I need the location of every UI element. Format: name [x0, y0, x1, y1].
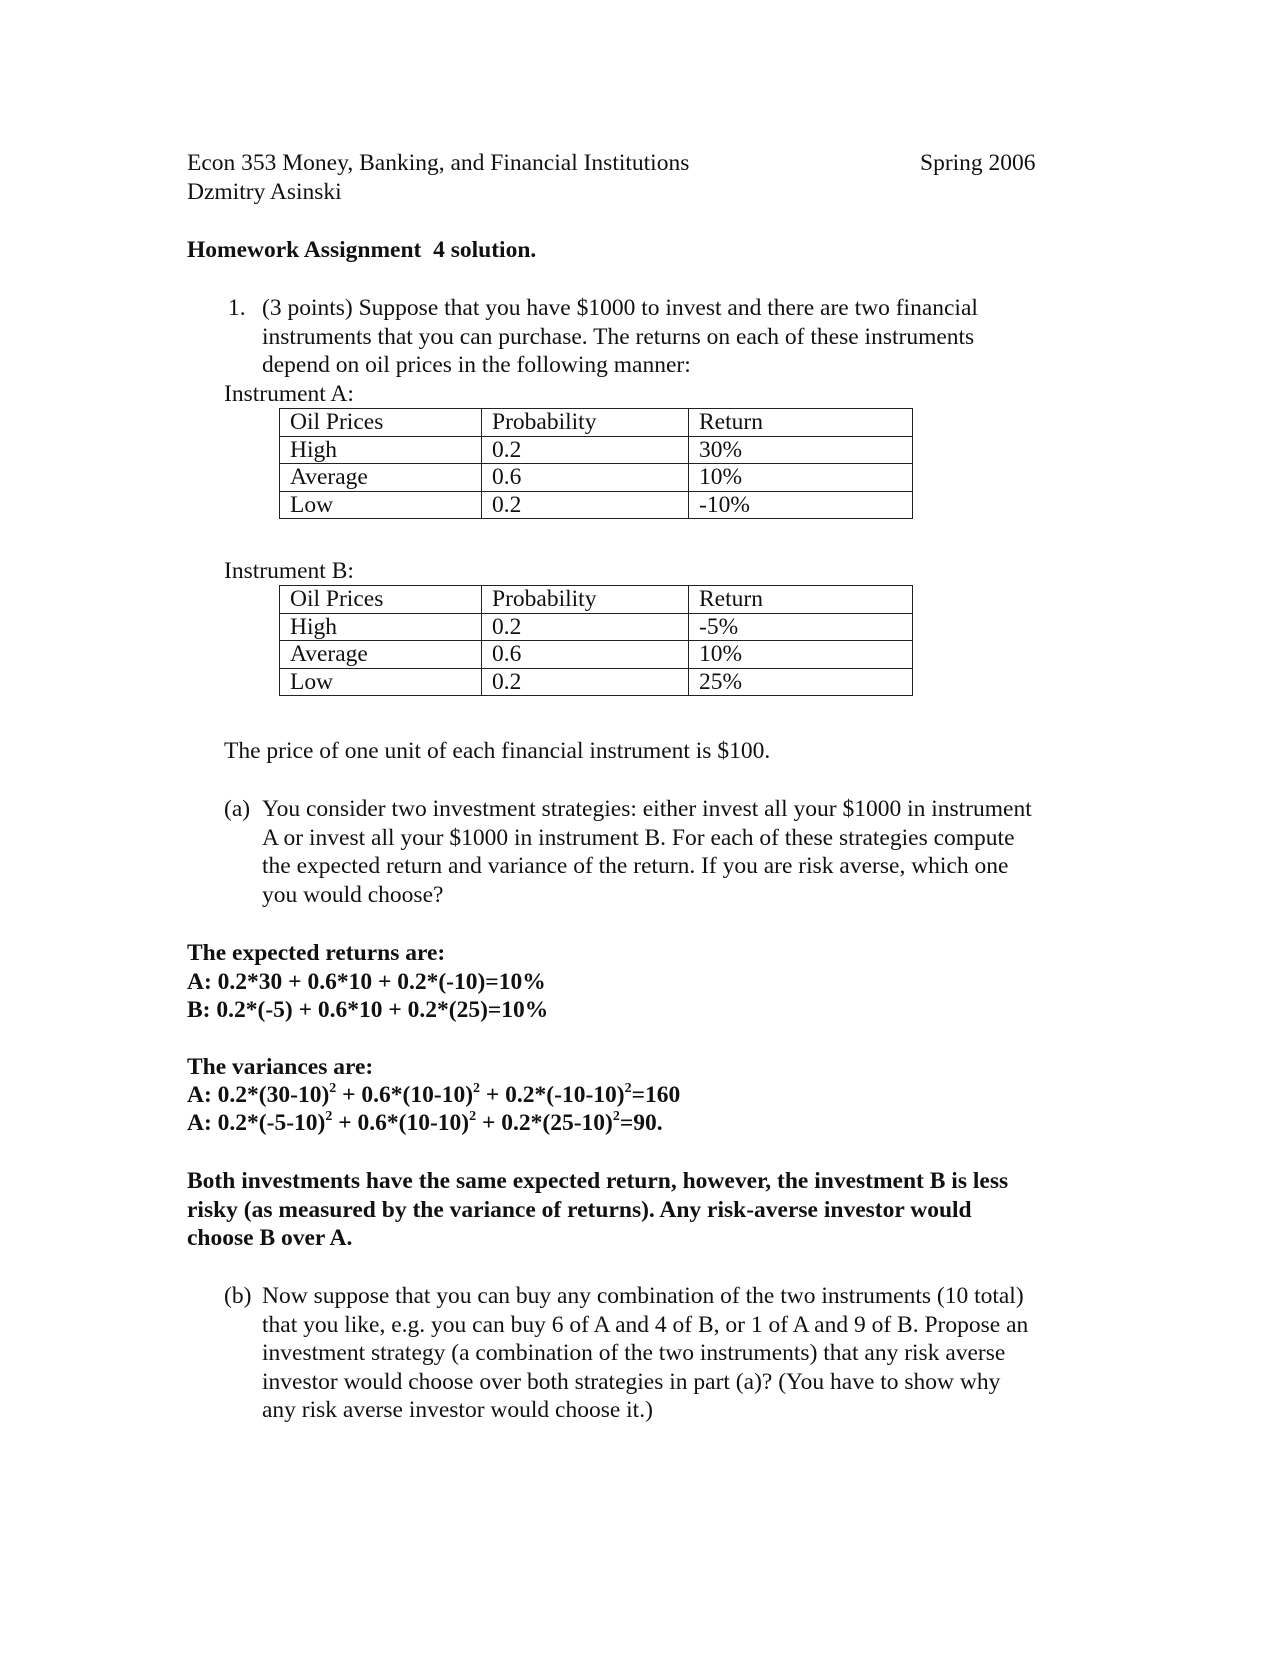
table-cell: 0.6 — [482, 641, 689, 669]
conclusion-line: Both investments have the same expected return, however, the investment B is less — [187, 1168, 1009, 1194]
expected-heading: The expected returns are: — [187, 940, 446, 966]
table-row — [280, 491, 913, 519]
term: Spring 2006 — [920, 150, 1036, 176]
table-cell: High — [280, 613, 482, 641]
conclusion-line: risky (as measured by the variance of returns). Any risk-averse investor would — [187, 1197, 972, 1223]
part-b-line: that you like, e.g. you can buy 6 of A and 4 of B, or 1 of A and 9 of B. Propose an — [262, 1312, 1029, 1338]
part-b-label: (b) — [224, 1283, 252, 1309]
question-line: depend on oil prices in the following manner: — [262, 352, 691, 378]
table-cell: -10% — [689, 491, 913, 519]
table-cell: 10% — [689, 641, 913, 669]
table-header-row — [280, 409, 913, 437]
instructor-name: Dzmitry Asinski — [187, 179, 342, 205]
table-header-cell: Return — [689, 586, 913, 614]
table-row — [280, 641, 913, 669]
instrument-a-label: Instrument A: — [224, 381, 354, 407]
table-cell: 0.2 — [482, 613, 689, 641]
course-title: Econ 353 Money, Banking, and Financial Institutions — [187, 150, 690, 176]
variance-b: A: $0.2*(-5-10)^2 + 0.6*(10-10)^2 + 0.2*(25-10)^2=90$. — [187, 1109, 663, 1136]
part-b-line: Now suppose that you can buy any combination of the two instruments (10 total) — [262, 1283, 1024, 1309]
table-cell: Average — [280, 641, 482, 669]
table-cell: -5% — [689, 613, 913, 641]
table-row — [280, 464, 913, 492]
table-header-cell: Oil Prices — [280, 409, 482, 437]
table-cell: 0.2 — [482, 491, 689, 519]
part-a-line: A or invest all your $1000 in instrument B. For each of these strategies compute — [262, 825, 1015, 851]
part-a-line: the expected return and variance of the return. If you are risk averse, which one — [262, 853, 1009, 879]
table-row — [280, 436, 913, 464]
part-b-line: investor would choose over both strategies in part (a)? (You have to show why — [262, 1369, 1001, 1395]
table-header-row — [280, 586, 913, 614]
expected-b: B: 0.2*(-5) + 0.6*10 + 0.2*(25)=10% — [187, 997, 549, 1023]
question-line: instruments that you can purchase. The returns on each of these instruments — [262, 324, 975, 350]
conclusion-line: choose B over A. — [187, 1225, 353, 1251]
table-cell: 25% — [689, 668, 913, 696]
part-a-line: You consider two investment strategies: either invest all your $1000 in instrument — [262, 796, 1032, 822]
variance-heading: The variances are: — [187, 1054, 374, 1080]
table-header-cell: Oil Prices — [280, 586, 482, 614]
table-cell: Average — [280, 464, 482, 492]
table-row — [280, 668, 913, 696]
table-cell: Low — [280, 491, 482, 519]
table-cell: 30% — [689, 436, 913, 464]
table-header-cell: Return — [689, 409, 913, 437]
part-a-label: (a) — [224, 796, 251, 822]
price-note: The price of one unit of each financial instrument is $100. — [224, 738, 771, 764]
part-b-line: any risk averse investor would choose it.) — [262, 1397, 653, 1423]
instrument-a-table — [279, 408, 913, 519]
table-cell: 0.6 — [482, 464, 689, 492]
table-row — [280, 613, 913, 641]
expected-a: A: 0.2*30 + 0.6*10 + 0.2*(-10)=10% — [187, 969, 546, 995]
instrument-b-label: Instrument B: — [224, 558, 354, 584]
question-number: 1. — [228, 295, 246, 321]
instrument-b-table — [279, 585, 913, 696]
table-header-cell: Probability — [482, 409, 689, 437]
variance-a: A: $0.2*(30-10)^2 + 0.6*(10-10)^2 + 0.2*(-10-10)^2=160$ — [187, 1081, 681, 1108]
table-cell: High — [280, 436, 482, 464]
table-cell: 0.2 — [482, 436, 689, 464]
page-title: Homework Assignment 4 solution. — [187, 237, 537, 263]
table-cell: 10% — [689, 464, 913, 492]
table-cell: 0.2 — [482, 668, 689, 696]
question-line: (3 points) Suppose that you have $1000 to invest and there are two financial — [262, 295, 978, 321]
table-cell: Low — [280, 668, 482, 696]
table-header-cell: Probability — [482, 586, 689, 614]
part-b-line: investment strategy (a combination of the two instruments) that any risk averse — [262, 1340, 1006, 1366]
part-a-line: you would choose? — [262, 882, 444, 908]
